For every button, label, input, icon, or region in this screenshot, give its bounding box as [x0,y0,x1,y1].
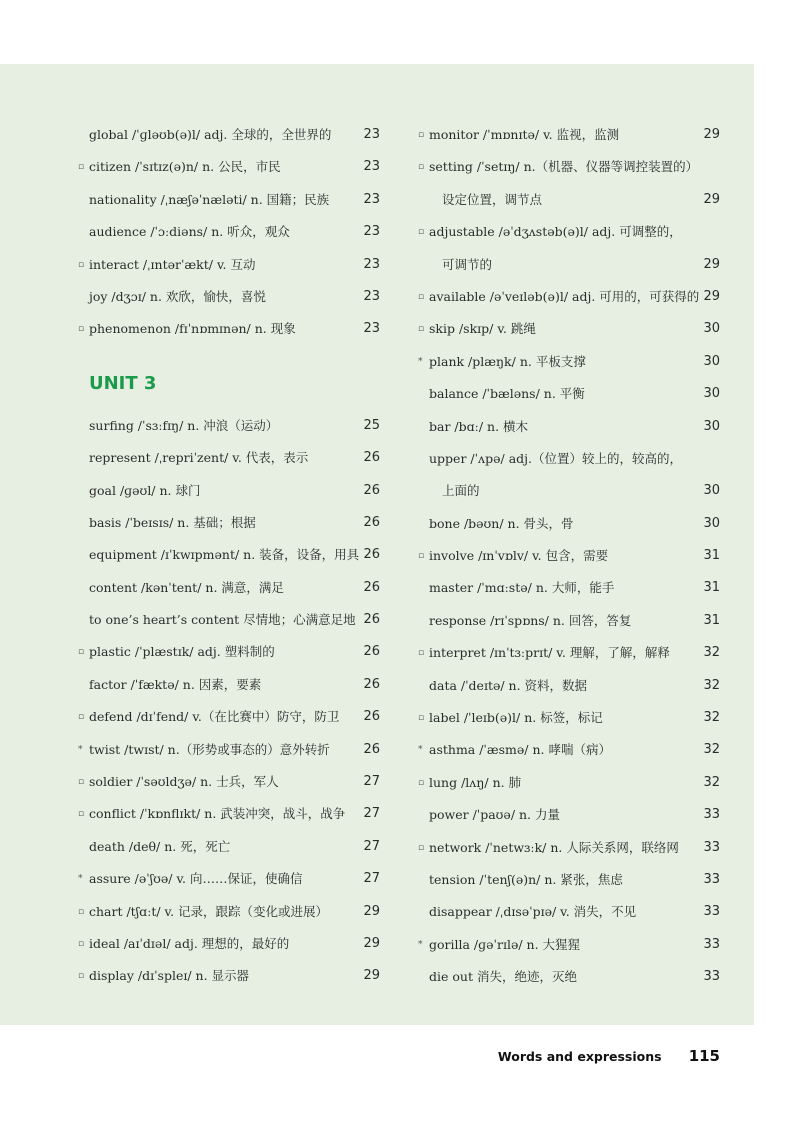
glossary-entry [78,313,380,345]
entry-text: conflict /ˈkɒnflɪkt/ n. 武装冲突，战斗，战争 [89,806,346,822]
entry-page-number: 29 [363,968,380,984]
entry-text: goal /ɡəʊl/ n. 球门 [89,482,201,498]
glossary-entry [78,507,380,539]
entry-marker: ▫ [418,130,425,140]
entry-text: adjustable /əˈdʒʌstəb(ə)l/ adj. 可调整的， [429,224,682,240]
glossary-column-left [78,119,380,993]
glossary-entry [418,605,720,637]
entry-page-number: 31 [703,612,720,628]
entry-text: upper /ˈʌpə/ adj.（位置）较上的，较高的， [429,450,682,466]
glossary-entry [418,670,720,702]
entry-page-number: 26 [363,547,380,563]
glossary-entry [78,863,380,895]
entry-text: equipment /ɪˈkwɪpmənt/ n. 装备，设备，用具 [89,547,360,563]
glossary-entry [78,928,380,960]
entry-page-number: 33 [703,904,720,920]
entry-text: 设定位置，调节点 [442,191,543,207]
entry-page-number: 29 [703,288,720,304]
glossary-entry [418,799,720,831]
glossary-entry [418,313,720,345]
entry-marker: ▫ [78,647,85,658]
entry-text: surfing /ˈsɜːfɪŋ/ n. 冲浪（运动） [89,417,279,433]
entry-text: phenomenon /fɪˈnɒmɪnən/ n. 现象 [89,321,296,337]
entry-page-number: 27 [363,871,380,887]
entry-text: master /ˈmɑːstə/ n. 大师，能手 [429,580,615,596]
glossary-entry [418,281,720,313]
entry-text: defend /dɪˈfend/ v.（在比赛中）防守，防卫 [89,709,340,725]
entry-marker: * [418,356,423,367]
entry-marker: ▫ [418,227,425,238]
glossary-entry [418,864,720,896]
entry-text: factor /ˈfæktə/ n. 因素，要素 [89,676,262,692]
entry-page-number: 32 [703,677,720,693]
entry-marker: ▫ [418,324,425,335]
entry-text: ideal /aɪˈdɪəl/ adj. 理想的，最好的 [89,935,290,951]
glossary-entry [78,151,380,183]
entry-page-number: 26 [363,450,380,466]
entry-text: global /ˈɡləʊb(ə)l/ adj. 全球的，全世界的 [89,127,332,142]
entry-page-number: 26 [363,676,380,692]
entry-page-number: 31 [703,548,720,564]
entry-page-number: 32 [703,774,720,790]
glossary-entry [418,767,720,799]
entry-page-number: 29 [703,127,720,142]
entry-text: 可调节的 [442,256,493,272]
entry-text: label /ˈleɪb(ə)l/ n. 标签，标记 [429,710,603,726]
glossary-entry [78,184,380,216]
entry-page-number: 29 [703,256,720,272]
glossary-entry [418,411,720,443]
entry-text: asthma /ˈæsmə/ n. 哮喘（病） [429,742,611,758]
entry-marker: ▫ [418,777,425,788]
entry-text: involve /ɪnˈvɒlv/ v. 包含，需要 [429,548,609,564]
entry-marker: * [418,745,423,756]
entry-page-number: 29 [703,191,720,207]
entry-marker: ▫ [78,324,85,335]
entry-text: represent /ˌrepriˈzent/ v. 代表，表示 [89,450,309,466]
glossary-entry [78,766,380,798]
glossary-entry [78,636,380,668]
entry-marker: ▫ [78,259,85,270]
entry-text: display /dɪˈspleɪ/ n. 显示器 [89,968,250,984]
glossary-entry [418,637,720,669]
glossary-entry [78,604,380,636]
entry-text: citizen /ˈsɪtɪz(ə)n/ n. 公民，市民 [89,159,281,175]
entry-marker: * [418,939,423,950]
entry-text: die out 消失，绝迹，灭绝 [429,969,577,985]
entry-page-number: 27 [363,838,380,854]
glossary-entry [418,346,720,378]
entry-text: data /ˈdeɪtə/ n. 资料，数据 [429,677,588,693]
entry-marker: ▫ [418,551,425,562]
entry-page-number: 30 [703,321,720,337]
entry-text: bar /bɑː/ n. 横木 [429,418,529,434]
entry-page-number: 27 [363,806,380,822]
page-number: 115 [688,1047,720,1065]
entry-list-bottom [78,410,380,993]
glossary-entry [78,475,380,507]
glossary-entry [78,442,380,474]
entry-page-number: 26 [363,482,380,498]
glossary-entry [78,216,380,248]
entry-page-number: 23 [363,224,380,240]
entry-page-number: 30 [703,386,720,402]
glossary-entry [418,184,720,216]
glossary-entry [418,508,720,540]
entry-text: disappear /ˌdɪsəˈpɪə/ v. 消失，不见 [429,904,637,920]
entry-text: content /kənˈtent/ n. 满意，满足 [89,579,284,595]
entry-marker: ▫ [418,648,425,659]
entry-text: assure /əˈʃʊə/ v. 向……保证，使确信 [89,871,303,887]
glossary-entry [418,443,720,475]
entry-text: balance /ˈbæləns/ n. 平衡 [429,386,585,402]
entry-marker: ▫ [78,777,85,788]
glossary-entry [418,216,720,248]
entry-text: setting /ˈsetɪŋ/ n.（机器、仪器等调控装置的） [429,159,699,175]
entry-page-number: 25 [363,417,380,433]
entry-page-number: 30 [703,515,720,531]
entry-page-number: 26 [363,514,380,530]
glossary-entry [78,119,380,151]
entry-page-number: 26 [363,644,380,660]
entry-marker: ▫ [418,291,425,302]
section-label: Words and expressions [497,1049,662,1064]
entry-marker: ▫ [418,162,425,173]
page-footer [498,1044,720,1068]
entry-page-number: 26 [363,579,380,595]
entry-page-number: 32 [703,645,720,661]
entry-marker: ▫ [78,971,85,982]
entry-text: interpret /ɪnˈtɜːprɪt/ v. 理解，了解，解释 [429,645,670,661]
entry-page-number: 30 [703,483,720,499]
glossary-entry [418,572,720,604]
entry-text: to one’s heart’s content 尽情地；心满意足地 [89,612,356,628]
entry-page-number: 23 [363,321,380,337]
entry-page-number: 33 [703,936,720,952]
entry-text: audience /ˈɔːdiəns/ n. 听众，观众 [89,224,290,240]
glossary-entry [418,475,720,507]
entry-marker: ▫ [78,809,85,820]
glossary-entry [78,249,380,281]
entry-list-top [78,119,380,346]
entry-text: bone /bəʊn/ n. 骨头，骨 [429,515,574,531]
glossary-entry [418,249,720,281]
entry-text: network /ˈnetwɜːk/ n. 人际关系网，联络网 [429,839,679,855]
entry-page-number: 29 [363,935,380,951]
glossary-entry [418,151,720,183]
entry-marker: ▫ [78,906,85,917]
entry-text: soldier /ˈsəʊldʒə/ n. 士兵，军人 [89,774,279,790]
glossary-column-right [418,119,720,994]
entry-text: interact /ˌɪntərˈækt/ v. 互动 [89,256,256,272]
glossary-entry [418,832,720,864]
glossary-entry [418,961,720,993]
entry-text: monitor /ˈmɒnɪtə/ v. 监视，监测 [429,127,620,142]
glossary-entry [418,734,720,766]
entry-page-number: 26 [363,612,380,628]
entry-page-number: 23 [363,191,380,207]
entry-page-number: 29 [363,903,380,919]
glossary-entry [78,798,380,830]
glossary-entry [78,960,380,992]
glossary-entry [78,410,380,442]
glossary-entry [418,540,720,572]
entry-page-number: 32 [703,742,720,758]
entry-text: plank /plæŋk/ n. 平板支撑 [429,353,586,369]
glossary-entry [78,734,380,766]
entry-marker: * [78,874,83,885]
entry-page-number: 23 [363,127,380,142]
entry-page-number: 26 [363,741,380,757]
entry-page-number: 27 [363,774,380,790]
glossary-entry [78,669,380,701]
entry-text: 上面的 [442,483,480,499]
glossary-entry [418,929,720,961]
unit-heading: UNIT 3 [89,372,157,394]
entry-text: tension /ˈtenʃ(ə)n/ n. 紧张，焦虑 [429,871,623,887]
entry-marker: ▫ [418,842,425,853]
entry-text: joy /dʒɔɪ/ n. 欢欣，愉快，喜悦 [89,288,266,304]
glossary-entry [78,701,380,733]
entry-text: response /rɪˈspɒns/ n. 回答，答复 [429,612,632,628]
entry-text: twist /twɪst/ n.（形势或事态的）意外转折 [89,741,330,757]
glossary-entry [418,896,720,928]
entry-text: chart /tʃɑːt/ v. 记录，跟踪（变化或进展） [89,903,329,919]
entry-marker: ▫ [78,938,85,949]
glossary-entry [78,539,380,571]
glossary-entry [418,378,720,410]
entry-text: available /əˈveɪləb(ə)l/ adj. 可用的，可获得的 [429,288,700,304]
glossary-entry [78,831,380,863]
glossary-entry [78,896,380,928]
entry-text: death /deθ/ n. 死，死亡 [89,838,231,854]
entry-marker: ▫ [78,162,85,173]
entry-text: skip /skɪp/ v. 跳绳 [429,321,536,337]
entry-text: basis /ˈbeɪsɪs/ n. 基础；根据 [89,514,256,530]
entry-page-number: 33 [703,871,720,887]
entry-page-number: 23 [363,256,380,272]
entry-page-number: 31 [703,580,720,596]
glossary-entry [418,702,720,734]
entry-page-number: 33 [703,807,720,823]
entry-page-number: 23 [363,159,380,175]
entry-marker: * [78,744,83,755]
entry-page-number: 33 [703,839,720,855]
glossary-entry [418,119,720,151]
entry-marker: ▫ [78,712,85,723]
glossary-entry [78,281,380,313]
entry-text: power /ˈpaʊə/ n. 力量 [429,807,561,823]
entry-page-number: 33 [703,969,720,985]
entry-marker: ▫ [418,713,425,724]
entry-page-number: 30 [703,418,720,434]
entry-text: lung /lʌŋ/ n. 肺 [429,774,522,790]
entry-page-number: 32 [703,710,720,726]
entry-page-number: 26 [363,709,380,725]
entry-text: plastic /ˈplæstɪk/ adj. 塑料制的 [89,644,275,660]
entry-text: nationality /ˌnæʃəˈnæləti/ n. 国籍；民族 [89,191,330,207]
glossary-entry [78,572,380,604]
entry-text: gorilla /ɡəˈrɪlə/ n. 大猩猩 [429,936,581,952]
entry-page-number: 30 [703,353,720,369]
entry-page-number: 23 [363,288,380,304]
